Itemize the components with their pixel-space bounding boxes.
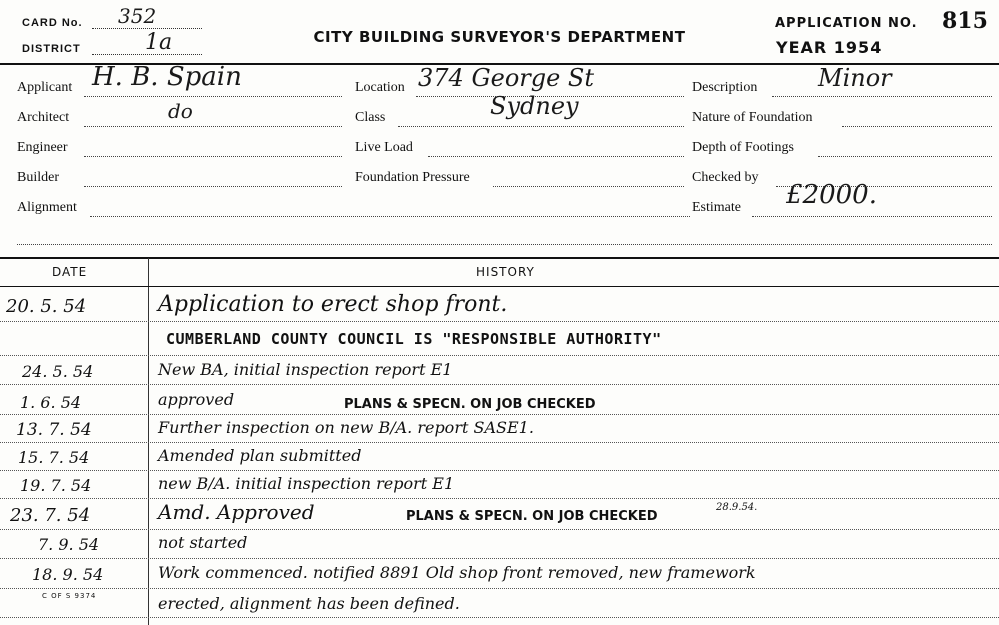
- live-load-label: Live Load: [355, 140, 413, 155]
- row-line: [0, 321, 999, 322]
- foundation-pressure-label: Foundation Pressure: [355, 170, 470, 185]
- card-no-value: 352: [118, 4, 157, 28]
- description-label: Description: [692, 80, 758, 95]
- row-line: [0, 470, 999, 471]
- row-line: [0, 414, 999, 415]
- class-label: Class: [355, 110, 386, 125]
- builder-label: Builder: [17, 170, 59, 185]
- history-date: 13. 7. 54: [16, 420, 92, 440]
- depth-of-footings-label: Depth of Footings: [692, 140, 794, 155]
- row-line: [0, 529, 999, 530]
- history-date: 24. 5. 54: [22, 362, 94, 381]
- applicant-value: H. B. Spain: [92, 62, 242, 92]
- class-dots: [398, 126, 684, 127]
- responsible-authority-stamp: CUMBERLAND COUNTY COUNCIL IS "RESPONSIBLE AUTHORITY": [166, 330, 662, 348]
- table-header-rule: [0, 286, 999, 287]
- history-column-header: HISTORY: [476, 265, 535, 279]
- application-no-label: APPLICATION NO.: [775, 16, 918, 31]
- department-title: CITY BUILDING SURVEYOR'S DEPARTMENT: [313, 28, 686, 46]
- history-date: 15. 7. 54: [18, 448, 90, 467]
- description-dots: [772, 96, 992, 97]
- form-code: C OF S 9374: [42, 592, 97, 600]
- row-line: [0, 384, 999, 385]
- plans-checked-stamp: PLANS & SPECN. ON JOB CHECKED: [344, 397, 596, 412]
- fields-bottom-rule: [0, 257, 999, 259]
- history-entry: Application to erect shop front.: [158, 292, 508, 317]
- applicant-label: Applicant: [17, 80, 73, 95]
- history-date: 19. 7. 54: [20, 476, 92, 495]
- location-value: 374 George St: [418, 64, 595, 92]
- history-entry: Amended plan submitted: [158, 446, 362, 465]
- row-line: [0, 558, 999, 559]
- plans-checked-stamp: PLANS & SPECN. ON JOB CHECKED: [406, 509, 658, 524]
- description-value: Minor: [818, 64, 892, 92]
- estimate-label: Estimate: [692, 200, 741, 215]
- history-entry: erected, alignment has been defined.: [158, 594, 460, 613]
- history-date: 18. 9. 54: [32, 565, 104, 584]
- foundation-pressure-dots: [493, 186, 684, 187]
- row-line: [0, 617, 999, 618]
- estimate-dots: [752, 216, 992, 217]
- date-column-header: DATE: [52, 265, 88, 279]
- history-note: 28.9.54.: [716, 502, 758, 513]
- history-entry: Amd. Approved: [158, 500, 315, 524]
- history-date: 20. 5. 54: [6, 296, 87, 317]
- architect-value: do: [168, 99, 193, 123]
- builder-dots: [84, 186, 342, 187]
- application-no-value: 815: [942, 8, 988, 34]
- blank-line-dots: [17, 244, 992, 245]
- engineer-dots: [84, 156, 342, 157]
- history-entry: Further inspection on new B/A. report SASE1.: [158, 418, 534, 437]
- row-line: [0, 442, 999, 443]
- history-entry: Work commenced. notified 8891 Old shop front removed, new framework: [158, 563, 756, 582]
- live-load-dots: [428, 156, 684, 157]
- architect-dots: [84, 126, 342, 127]
- history-date: 23. 7. 54: [10, 505, 91, 526]
- applicant-dots: [84, 96, 342, 97]
- row-line: [0, 355, 999, 356]
- history-entry: New BA, initial inspection report E1: [158, 360, 453, 379]
- nature-of-foundation-dots: [842, 126, 992, 127]
- alignment-label: Alignment: [17, 200, 77, 215]
- history-date: 7. 9. 54: [38, 535, 100, 554]
- history-entry: new B/A. initial inspection report E1: [158, 474, 455, 493]
- engineer-label: Engineer: [17, 140, 68, 155]
- depth-of-footings-dots: [818, 156, 992, 157]
- nature-of-foundation-label: Nature of Foundation: [692, 110, 813, 125]
- estimate-value: £2000.: [786, 180, 877, 210]
- location-label: Location: [355, 80, 405, 95]
- architect-label: Architect: [17, 110, 70, 125]
- district-value: 1a: [145, 30, 173, 55]
- history-date: 1. 6. 54: [20, 393, 82, 412]
- year-label: YEAR 1954: [776, 38, 883, 57]
- history-entry: approved: [158, 390, 235, 409]
- location-value-line2: Sydney: [490, 92, 579, 120]
- card-no-label: CARD No.: [22, 17, 83, 29]
- row-line: [0, 498, 999, 499]
- alignment-dots: [90, 216, 690, 217]
- district-label: DISTRICT: [22, 43, 81, 55]
- history-entry: not started: [158, 533, 248, 552]
- checked-by-label: Checked by: [692, 170, 759, 185]
- row-line: [0, 588, 999, 589]
